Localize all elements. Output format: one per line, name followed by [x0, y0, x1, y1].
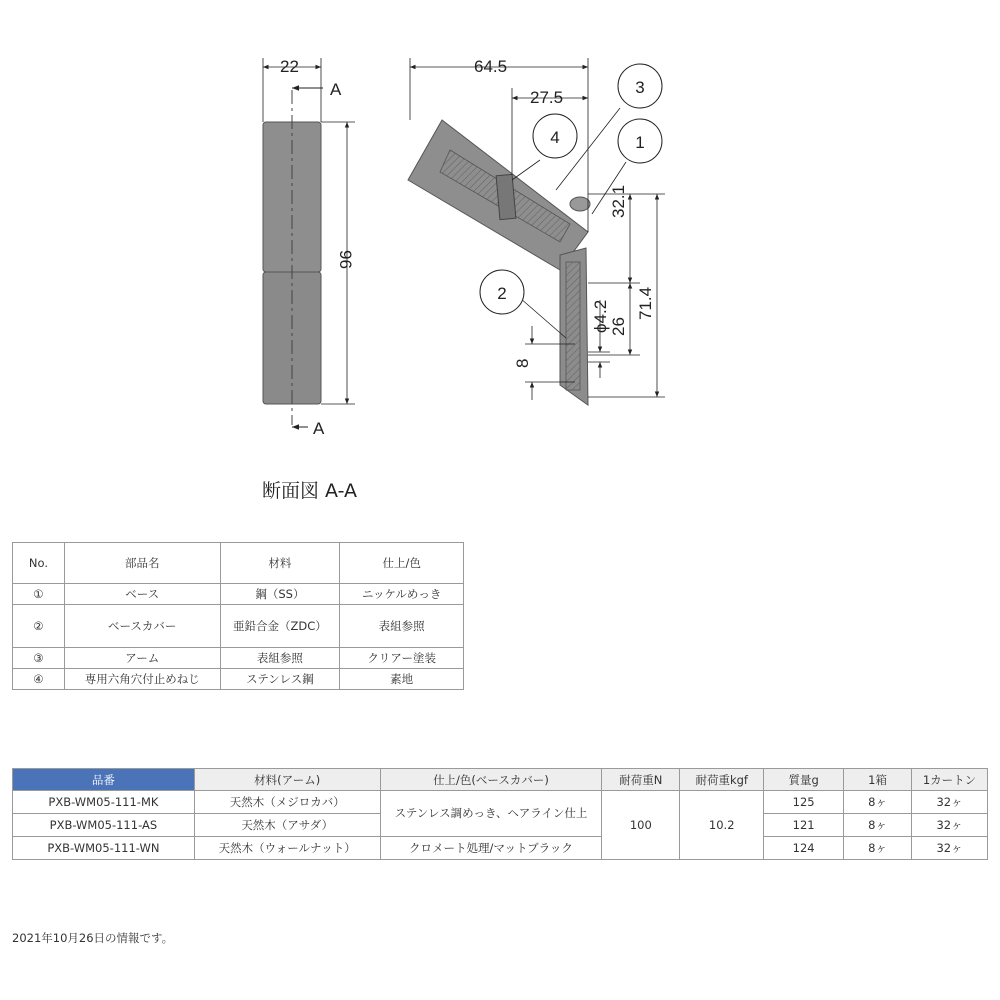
- cell: 専用六角穴付止めねじ: [64, 669, 220, 690]
- cell: ③: [13, 648, 65, 669]
- cell-load-kgf: 10.2: [680, 791, 764, 860]
- section-caption: 断面図 A-A: [262, 480, 358, 502]
- cell-part-number: PXB-WM05-111-MK: [13, 791, 195, 814]
- cell-carton: 32ヶ: [912, 814, 988, 837]
- table-header-row: [13, 769, 988, 791]
- callout-3: [618, 64, 662, 108]
- cell: ①: [13, 584, 65, 605]
- header-part-name: 部品名: [64, 543, 220, 584]
- section-marker-bottom: A: [313, 419, 325, 438]
- dim-27-5: 27.5: [530, 88, 564, 107]
- cell-finish: ステンレス調めっき、ヘアライン仕上: [380, 791, 602, 837]
- table-row: [13, 605, 464, 648]
- cell-mass: 124: [764, 837, 844, 860]
- svg-text:4: 4: [550, 128, 560, 147]
- cell-box: 8ヶ: [844, 814, 912, 837]
- dim-71-4: 71.4: [636, 286, 655, 320]
- svg-text:2: 2: [497, 284, 507, 303]
- dim-32-1: 32.1: [609, 184, 628, 218]
- cell: 鋼（SS）: [220, 584, 340, 605]
- header-finish: 仕上/色: [340, 543, 464, 584]
- dim-phi-4-2: ϕ4.2: [591, 299, 610, 333]
- table-row: [13, 837, 988, 860]
- cell: 素地: [340, 669, 464, 690]
- callout-2: [480, 270, 524, 314]
- table-header-row: [13, 543, 464, 584]
- cell-carton: 32ヶ: [912, 791, 988, 814]
- header-load-n: 耐荷重N: [602, 769, 680, 791]
- cell: ステンレス鋼: [220, 669, 340, 690]
- spec-table: [12, 768, 988, 860]
- table-row: [13, 648, 464, 669]
- cell: 表組参照: [340, 605, 464, 648]
- header-material: 材料: [220, 543, 340, 584]
- header-mass: 質量g: [764, 769, 844, 791]
- parts-table: [12, 542, 464, 690]
- cell: ニッケルめっき: [340, 584, 464, 605]
- dim-96: 96: [336, 250, 355, 269]
- cell-carton: 32ヶ: [912, 837, 988, 860]
- footnote: 2021年10月26日の情報です。: [12, 931, 174, 945]
- dim-8: 8: [513, 358, 532, 368]
- cell: 亜鉛合金（ZDC）: [220, 605, 340, 648]
- header-per-box: 1箱: [844, 769, 912, 791]
- cell: クリアー塗装: [340, 648, 464, 669]
- header-arm-material: 材料(アーム): [194, 769, 380, 791]
- cell: ベースカバー: [64, 605, 220, 648]
- callout-4: [533, 114, 577, 158]
- table-row: [13, 584, 464, 605]
- cell: 表組参照: [220, 648, 340, 669]
- cell: ④: [13, 669, 65, 690]
- cell: ベース: [64, 584, 220, 605]
- header-no: No.: [13, 543, 65, 584]
- cell-box: 8ヶ: [844, 791, 912, 814]
- front-view: [263, 58, 355, 427]
- section-view: [408, 58, 665, 405]
- cell-load-n: 100: [602, 791, 680, 860]
- cell-part-number: PXB-WM05-111-WN: [13, 837, 195, 860]
- header-cover-finish: 仕上/色(ベースカバー): [380, 769, 602, 791]
- cell-material: 天然木（アサダ）: [194, 814, 380, 837]
- cell-box: 8ヶ: [844, 837, 912, 860]
- cell-mass: 125: [764, 791, 844, 814]
- cell: アーム: [64, 648, 220, 669]
- section-marker-top: A: [330, 80, 342, 99]
- cell-mass: 121: [764, 814, 844, 837]
- callout-1: [618, 119, 662, 163]
- cell-material: 天然木（メジロカバ）: [194, 791, 380, 814]
- dim-26: 26: [609, 317, 628, 336]
- svg-text:1: 1: [635, 133, 645, 152]
- cell: ②: [13, 605, 65, 648]
- header-per-carton: 1カートン: [912, 769, 988, 791]
- cell-material: 天然木（ウォールナット）: [194, 837, 380, 860]
- header-part-number: 品番: [13, 769, 195, 791]
- dim-64-5: 64.5: [474, 57, 508, 76]
- cell-part-number: PXB-WM05-111-AS: [13, 814, 195, 837]
- table-row: [13, 669, 464, 690]
- table-row: [13, 791, 988, 814]
- header-load-kgf: 耐荷重kgf: [680, 769, 764, 791]
- technical-drawing: [0, 0, 1000, 470]
- cell-finish: クロメート処理/マットブラック: [380, 837, 602, 860]
- dim-22: 22: [280, 57, 299, 76]
- svg-text:3: 3: [635, 78, 645, 97]
